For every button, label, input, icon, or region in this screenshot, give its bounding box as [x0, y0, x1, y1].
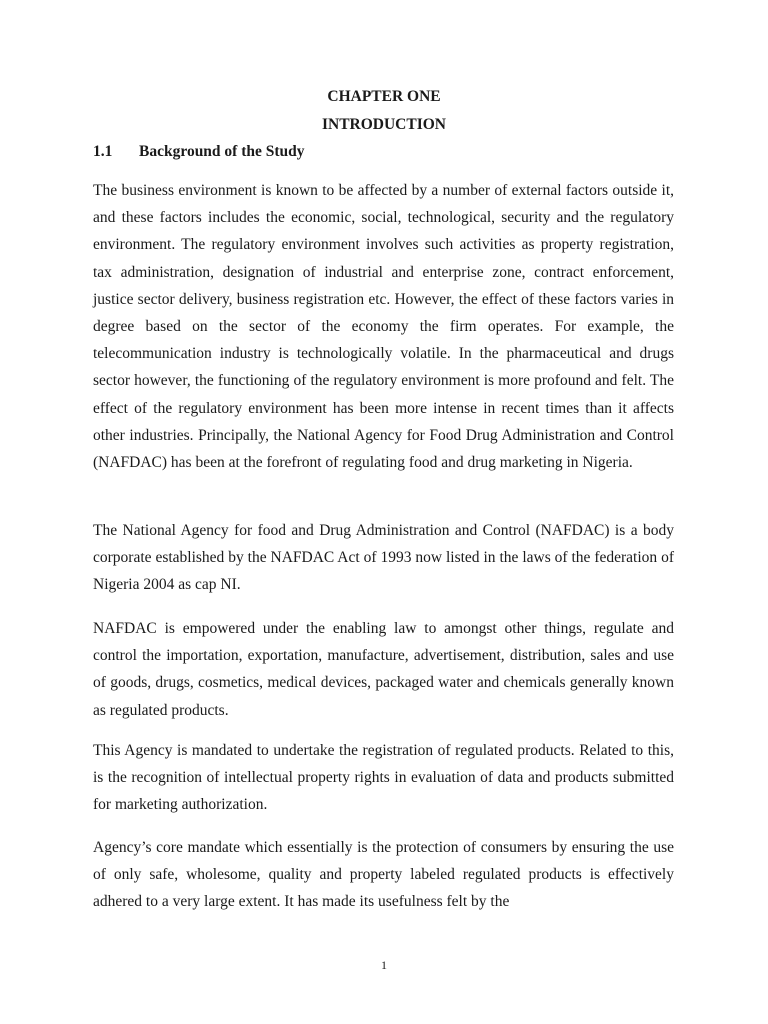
- paragraph-4: This Agency is mandated to undertake the registration of regulated products. Related to this, is the recognition of intellectual property rights in evaluation of data and products submitted for marketing authorization.: [93, 742, 674, 814]
- paragraph-3: NAFDAC is empowered under the enabling law to amongst other things, regulate and control the importation, exportation, manufacture, advertisement, distribution, sales and use of goods, drugs, cosmetics, medical devices, packaged water and chemicals generally known as regulated products.: [93, 620, 674, 719]
- section-heading: [93, 142, 305, 162]
- section-number: 1.1: [93, 143, 113, 160]
- paragraph-2: The National Agency for food and Drug Administration and Control (NAFDAC) is a body corporate established by the NAFDAC Act of 1993 now listed in the laws of the federation of Nigeria 2004 as cap NI.: [93, 522, 674, 594]
- chapter-title: CHAPTER ONE: [327, 88, 441, 105]
- paragraph-5: Agency’s core mandate which essentially is the protection of consumers by ensuring the use of only safe, wholesome, quality and property labeled regulated products is effectively adhered to a very large extent. It has made its usefulness felt by the: [93, 839, 674, 911]
- paragraph-1: The business environment is known to be affected by a number of external factors outside it, and these factors includes the economic, social, technological, security and the regulatory environment. The regulatory environment involves such activities as property registration, tax administration, designation of industrial and enterprise zone, contract enforcement, justice sector delivery, business registration etc. However, the effect of these factors varies in degree based on the sector of the economy the firm operates. For example, the telecommunication industry is technologically volatile. In the pharmaceutical and drugs sector however, the functioning of the regulatory environment is more profound and felt. The effect of the regulatory environment has been more intense in recent times than it affects other industries. Principally, the National Agency for Food Drug Administration and Control (NAFDAC) has been at the forefront of regulating food and drug marketing in Nigeria.: [93, 182, 674, 472]
- chapter-subtitle: INTRODUCTION: [321, 116, 446, 133]
- page-number: 1: [381, 958, 387, 972]
- section-title: Background of the Study: [139, 143, 305, 160]
